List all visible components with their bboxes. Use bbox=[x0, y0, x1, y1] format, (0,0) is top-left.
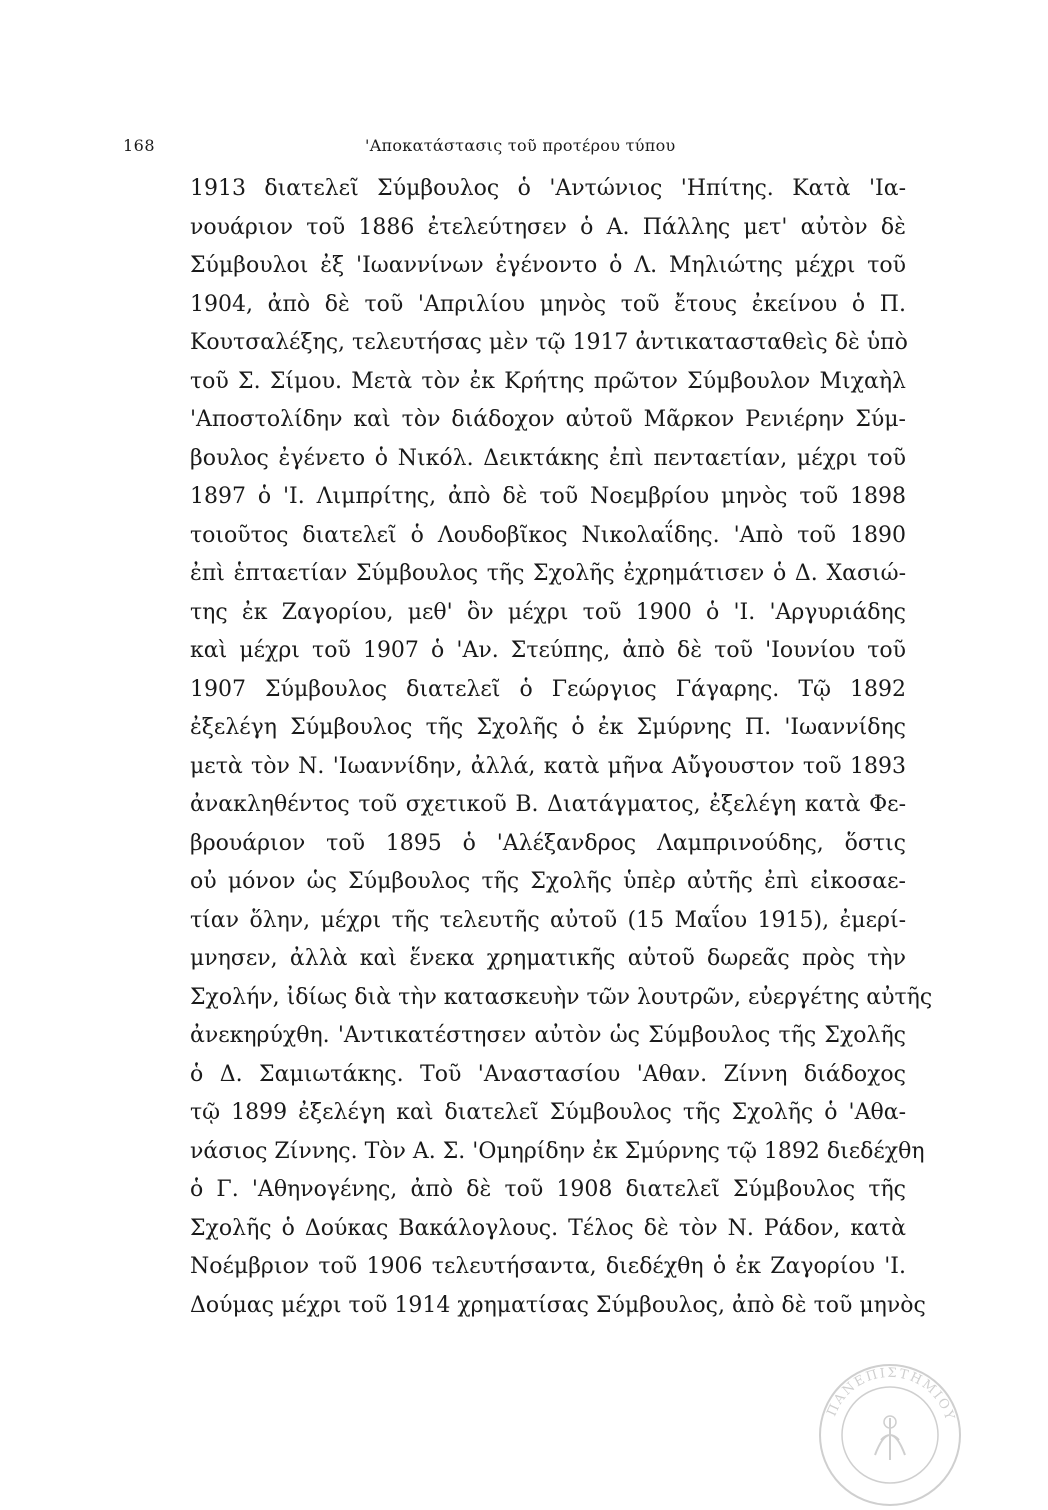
text-line: μνησεν, ἀλλὰ καὶ ἕνεκα χρηματικῆς αὐτοῦ δωρεᾶς πρὸς τὴν bbox=[190, 946, 906, 971]
text-line: της ἐκ Ζαγορίου, μεθ' ὃν μέχρι τοῦ 1900 ὁ 'Ι. 'Αργυριάδης bbox=[190, 599, 906, 625]
text-line: 1904, ἀπὸ δὲ τοῦ 'Απριλίου μηνὸς τοῦ ἔτους ἐκείνου ὁ Π. bbox=[190, 291, 906, 317]
university-seal-icon bbox=[815, 1360, 965, 1510]
text-line: τοῦ Σ. Σίμου. Μετὰ τὸν ἐκ Κρήτης πρῶτον Σύμβουλον Μιχαὴλ bbox=[190, 368, 906, 394]
text-line: Κουτσαλέξης, τελευτήσας μὲν τῷ 1917 ἀντικατασταθεὶς δὲ ὑπὸ bbox=[190, 330, 908, 355]
text-line: μετὰ τὸν Ν. 'Ιωαννίδην, ἀλλά, κατὰ μῆνα Αὔγουστον τοῦ 1893 bbox=[190, 753, 906, 779]
text-line: ὁ Γ. 'Αθηνογένης, ἀπὸ δὲ τοῦ 1908 διατελεῖ Σύμβουλος τῆς bbox=[190, 1177, 906, 1202]
text-line: 1897 ὁ 'Ι. Λιμπρίτης, ἀπὸ δὲ τοῦ Νοεμβρίου μηνὸς τοῦ 1898 bbox=[190, 484, 906, 509]
text-line: νουάριον τοῦ 1886 ἐτελεύτησεν ὁ Α. Πάλλης μετ' αὐτὸν δὲ bbox=[190, 214, 906, 240]
text-line: ἀνακληθέντος τοῦ σχετικοῦ Β. Διατάγματος, ἐξελέγη κατὰ Φε- bbox=[190, 792, 906, 817]
text-line: Σχολήν, ἰδίως διὰ τὴν κατασκευὴν τῶν λουτρῶν, εὐεργέτης αὐτῆς bbox=[190, 984, 933, 1010]
seal-lettering: ΠΑΝΕΠΙΣΤΗΜΙΟΥ bbox=[824, 1365, 958, 1424]
text-line: τῷ 1899 ἐξελέγη καὶ διατελεῖ Σύμβουλος τῆς Σχολῆς ὁ 'Αθα- bbox=[190, 1100, 906, 1125]
running-title: 'Αποκατάστασις τοῦ προτέρου τύπου bbox=[365, 136, 676, 155]
text-line: οὐ μόνον ὡς Σύμβουλος τῆς Σχολῆς ὑπὲρ αὐτῆς ἐπὶ εἰκοσαε- bbox=[190, 869, 906, 894]
text-line: ἀνεκηρύχθη. 'Αντικατέστησεν αὐτὸν ὡς Σύμβουλος τῆς Σχολῆς bbox=[190, 1023, 906, 1048]
text-line: Νοέμβριον τοῦ 1906 τελευτήσαντα, διεδέχθη ὁ ἐκ Ζαγορίου 'Ι. bbox=[190, 1254, 906, 1279]
text-line: 1907 Σύμβουλος διατελεῖ ὁ Γεώργιος Γάγαρης. Τῷ 1892 bbox=[190, 676, 906, 702]
text-line: ὁ Δ. Σαμιωτάκης. Τοῦ 'Αναστασίου 'Αθαν. Ζίννη διάδοχος bbox=[190, 1061, 906, 1087]
text-line: βουλος ἐγένετο ὁ Νικόλ. Δεικτάκης ἐπὶ πενταετίαν, μέχρι τοῦ bbox=[190, 445, 906, 471]
text-line: βρουάριον τοῦ 1895 ὁ 'Αλέξανδρος Λαμπρινούδης, ὅστις bbox=[190, 830, 906, 856]
text-line: τοιοῦτος διατελεῖ ὁ Λουδοβῖκος Νικολαΐδης. 'Απὸ τοῦ 1890 bbox=[190, 522, 906, 548]
text-line: Δούμας μέχρι τοῦ 1914 χρηματίσας Σύμβουλος, ἀπὸ δὲ τοῦ μηνὸς bbox=[190, 1292, 926, 1318]
text-line: 1913 διατελεῖ Σύμβουλος ὁ 'Αντώνιος 'Ηπίτης. Κατὰ 'Ια- bbox=[190, 176, 906, 201]
page-number: 168 bbox=[123, 136, 156, 155]
text-line: ἐξελέγη Σύμβουλος τῆς Σχολῆς ὁ ἐκ Σμύρνης Π. 'Ιωαννίδης bbox=[190, 715, 906, 740]
text-line: τίαν ὅλην, μέχρι τῆς τελευτῆς αὐτοῦ (15 Μαΐου 1915), ἐμερί- bbox=[190, 907, 906, 933]
text-line: ἐπὶ ἑπταετίαν Σύμβουλος τῆς Σχολῆς ἐχρημάτισεν ὁ Δ. Χασιώ- bbox=[190, 561, 906, 586]
text-body bbox=[190, 170, 933, 1325]
text-line: νάσιος Ζίννης. Τὸν Α. Σ. 'Ομηρίδην ἐκ Σμύρνης τῷ 1892 διεδέχθη bbox=[190, 1138, 925, 1164]
text-line: 'Αποστολίδην καὶ τὸν διάδοχον αὐτοῦ Μᾶρκον Ρενιέρην Σύμ- bbox=[190, 407, 906, 432]
text-line: Σχολῆς ὁ Δούκας Βακάλογλους. Τέλος δὲ τὸν Ν. Ράδον, κατὰ bbox=[190, 1215, 906, 1241]
text-line: Σύμβουλοι ἐξ 'Ιωαννίνων ἐγένοντο ὁ Λ. Μηλιώτης μέχρι τοῦ bbox=[190, 253, 906, 278]
text-line: καὶ μέχρι τοῦ 1907 ὁ 'Αν. Στεύπης, ἀπὸ δὲ τοῦ 'Ιουνίου τοῦ bbox=[190, 638, 906, 663]
